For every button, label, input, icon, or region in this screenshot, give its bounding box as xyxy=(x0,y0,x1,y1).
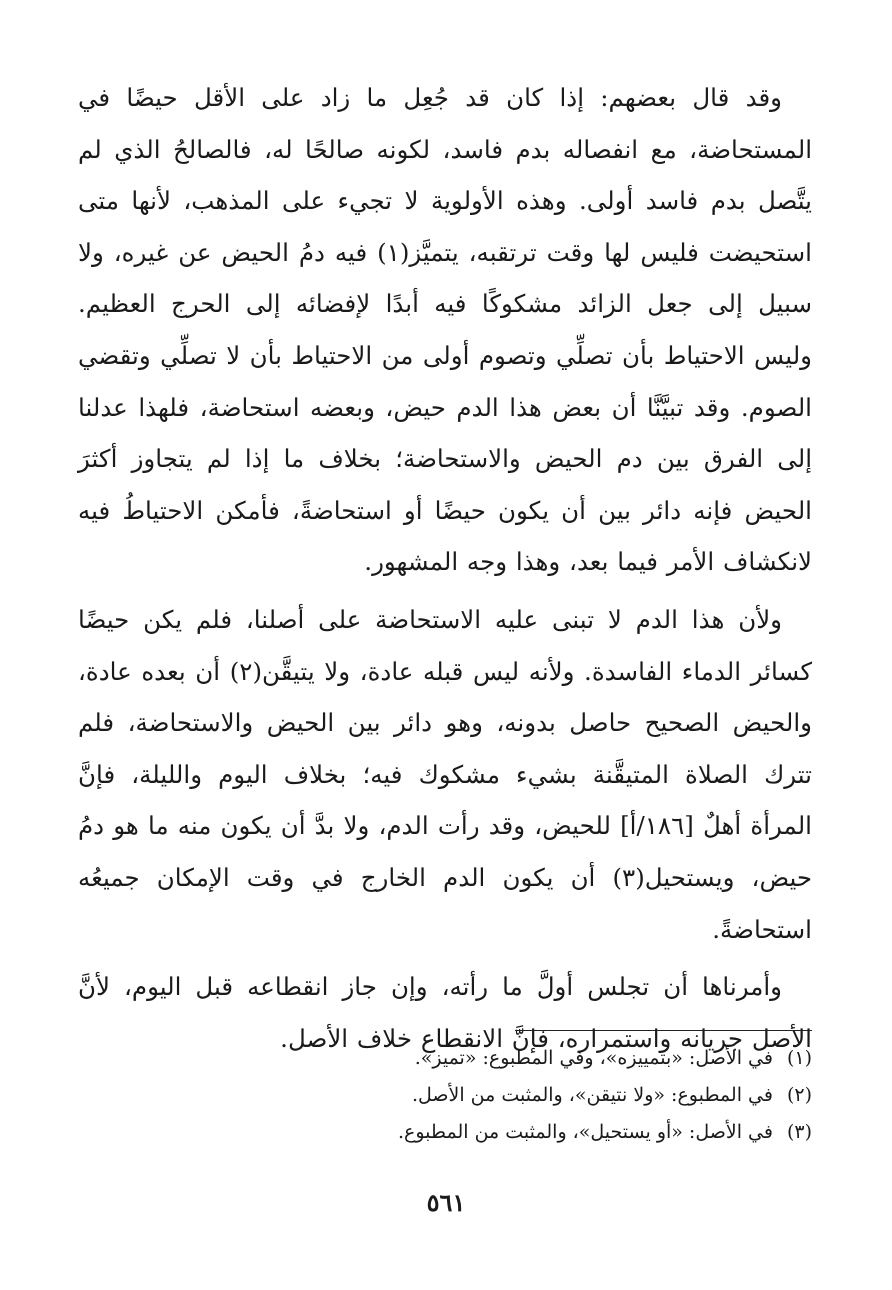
footnote-2 xyxy=(78,1077,812,1114)
paragraph-1: وقد قال بعضهم: إذا كان قد جُعِل ما زاد على الأقل حيضًا في المستحاضة، مع انفصاله بدم فاسد، لكونه صالحًا له، فالصالحُ الذي لم يتَّصل بدم فاسد أولى. وهذه الأولوية لا تجيء على المذهب، لأنها متى استحيضت فليس لها وقت ترتقبه، يتميَّز(١) فيه دمُ الحيض عن غيره، ولا سبيل إلى جعل الزائد مشكوكًا فيه أبدًا لإفضائه إلى الحرج العظيم. وليس الاحتياط بأن تصلِّي وتصوم أولى من الاحتياط بأن لا تصلِّي وتقضي الصوم. وقد تبيَّنَّا أن بعض هذا الدم حيض، وبعضه استحاضة، فلهذا عدلنا إلى الفرق بين دم الحيض والاستحاضة؛ بخلاف ما إذا لم يتجاوز أكثرَ الحيض فإنه دائر بين أن يكون حيضًا أو استحاضةً، فأمكن الاحتياطُ فيه لانكشاف الأمر فيما بعد، وهذا وجه المشهور. xyxy=(78,83,812,577)
footnote-number: (٣) xyxy=(786,1121,812,1143)
footnote-1 xyxy=(78,1040,812,1077)
paragraph-3: وأمرناها أن تجلس أولَّ ما رأته، وإن جاز انقطاعه قبل اليوم، لأنَّ الأصل جريانه واستمراره، فإنَّ الانقطاع خلاف الأصل. xyxy=(78,972,812,1053)
footnote-number: (٢) xyxy=(786,1084,812,1106)
footnote-text: في الأصل: «بتمييزه»، وفي المطبوع: «تميز». xyxy=(414,1047,773,1069)
footnote-3 xyxy=(78,1114,812,1151)
footnote-text: في الأصل: «أو يستحيل»، والمثبت من المطبوع. xyxy=(397,1121,773,1143)
footnote-divider xyxy=(515,1030,812,1031)
footnotes xyxy=(78,1040,812,1151)
footnote-text: في المطبوع: «ولا نتيقن»، والمثبت من الأصل. xyxy=(411,1084,773,1106)
footnote-number: (١) xyxy=(786,1047,812,1069)
paragraph-2: ولأن هذا الدم لا تبنى عليه الاستحاضة على أصلنا، فلم يكن حيضًا كسائر الدماء الفاسدة. ولأنه ليس قبله عادة، ولا يتيقَّن(٢) أن بعده عادة، والحيض الصحيح حاصل بدونه، وهو دائر بين الحيض والاستحاضة، فلم تترك الصلاة المتيقَّنة بشيء مشكوك فيه؛ بخلاف اليوم والليلة، فإنَّ المرأة أهلٌ [١٨٦/أ] للحيض، وقد رأت الدم، ولا بدَّ أن يكون منه ما هو دمُ حيض، ويستحيل(٣) أن يكون الدم الخارج في وقت الإمكان جميعُه استحاضةً. xyxy=(78,604,813,944)
main-text xyxy=(78,72,812,1070)
page-number: ٥٦١ xyxy=(426,1188,466,1217)
